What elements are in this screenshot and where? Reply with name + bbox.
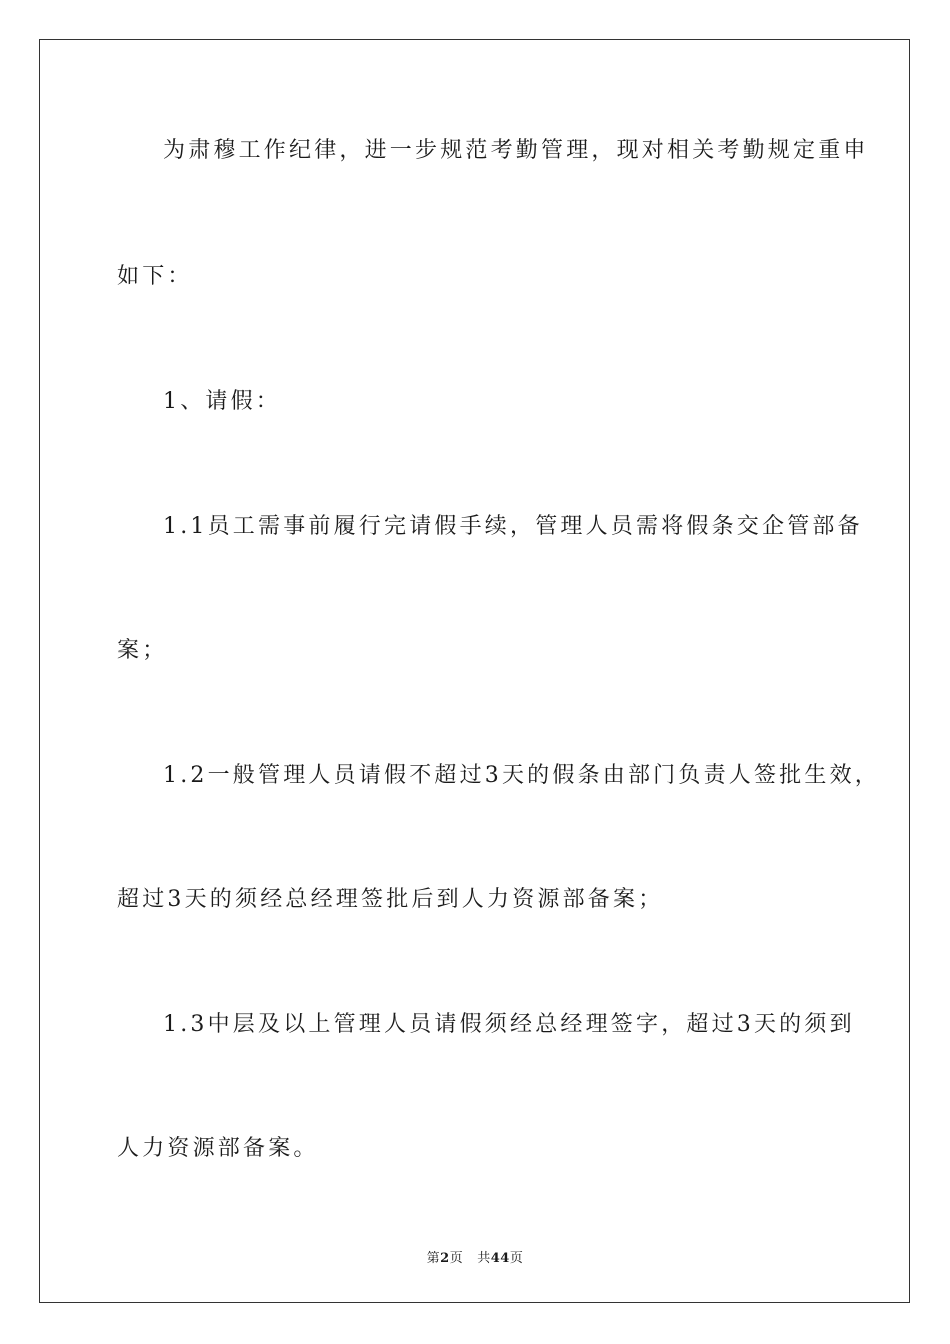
- page-suffix: 页: [449, 1251, 464, 1266]
- total-pages: 44: [490, 1251, 510, 1266]
- paragraph-line: 如下：: [117, 264, 193, 289]
- page-prefix: 第: [426, 1251, 441, 1266]
- total-suffix: 页: [509, 1251, 524, 1266]
- paragraph-line: 1.1员工需事前履行完请假手续，管理人员需将假条交企管部备: [163, 514, 863, 539]
- page-footer: [0, 1247, 950, 1266]
- section-heading: 1、请假：: [163, 389, 281, 414]
- page-number: 2: [440, 1251, 450, 1266]
- paragraph-line: 人力资源部备案。: [117, 1136, 319, 1161]
- page-frame: [39, 39, 910, 1303]
- total-prefix: 共: [477, 1251, 491, 1266]
- paragraph-line: 超过3天的须经总经理签批后到人力资源部备案；: [117, 887, 664, 912]
- paragraph-line: 案；: [117, 638, 168, 663]
- paragraph-line: 1.2一般管理人员请假不超过3天的假条由部门负责人签批生效，: [163, 763, 880, 788]
- paragraph-line: 1.3中层及以上管理人员请假须经总经理签字，超过3天的须到: [163, 1012, 855, 1037]
- paragraph-line: 为肃穆工作纪律，进一步规范考勤管理，现对相关考勤规定重申: [163, 138, 869, 163]
